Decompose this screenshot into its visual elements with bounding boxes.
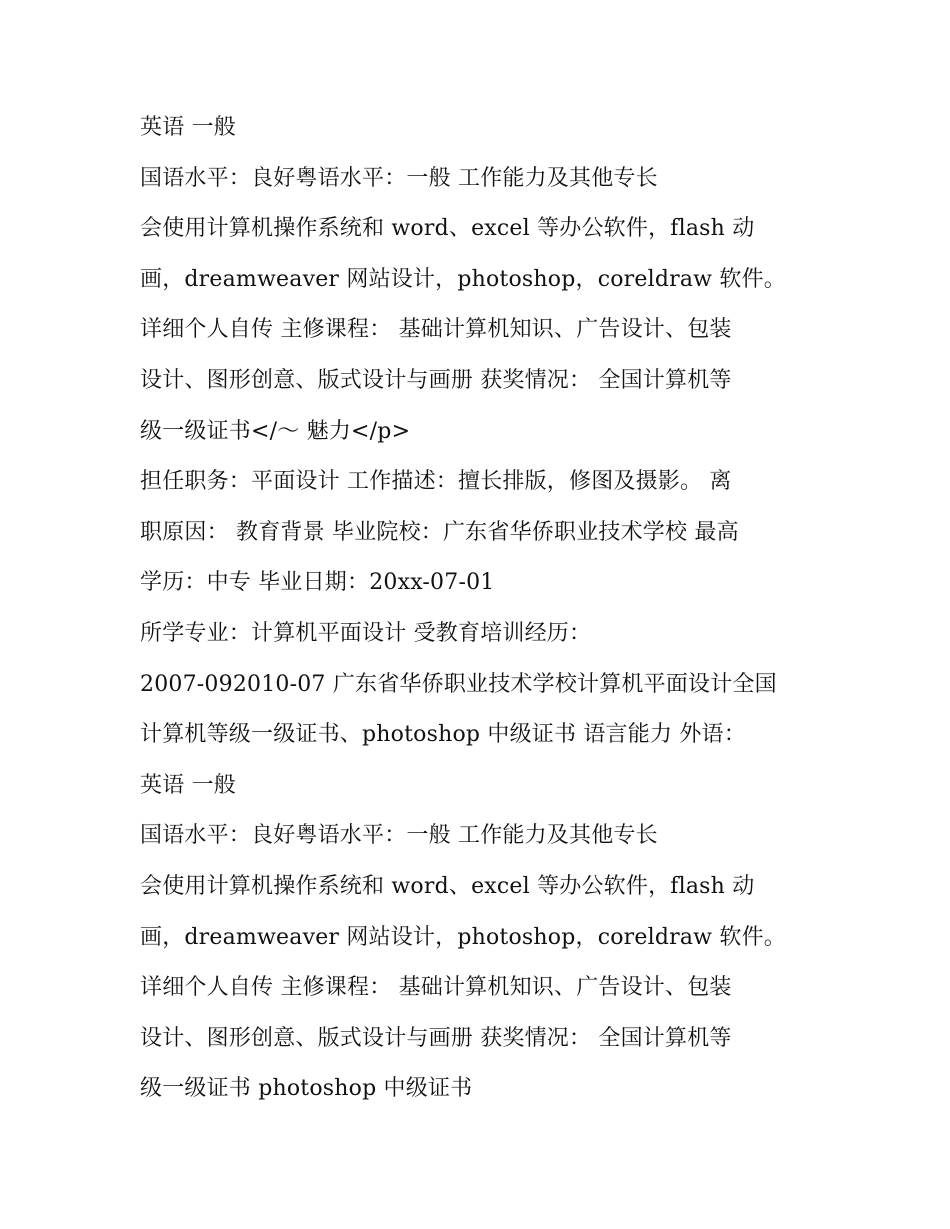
text-line: 详细个人自传 主修课程： 基础计算机知识、广告设计、包装	[140, 975, 732, 1001]
text-line: 详细个人自传 主修课程： 基础计算机知识、广告设计、包装	[140, 317, 732, 343]
text-line: 设计、图形创意、版式设计与画册 获奖情况： 全国计算机等	[140, 367, 732, 393]
text-line: 2007-092010-07 广东省华侨职业技术学校计算机平面设计全国	[140, 671, 777, 697]
text-line: 会使用计算机操作系统和 word、excel 等办公软件，flash 动	[140, 873, 755, 899]
text-line: 英语 一般	[140, 772, 236, 798]
text-line: 画，dreamweaver 网站设计，photoshop，coreldraw 软件。	[140, 924, 786, 950]
text-line: 英语 一般	[140, 115, 236, 140]
text-line: 设计、图形创意、版式设计与画册 获奖情况： 全国计算机等	[140, 1025, 732, 1051]
text-line: 级一级证书 photoshop 中级证书	[140, 1076, 473, 1102]
text-line: 级一级证书</～ 魅力</p>	[140, 418, 411, 444]
text-line: 画，dreamweaver 网站设计，photoshop，coreldraw 软件。	[140, 266, 786, 292]
text-line: 担任职务：平面设计 工作描述：擅长排版，修图及摄影。 离	[140, 469, 732, 495]
text-line: 职原因： 教育背景 毕业院校：广东省华侨职业技术学校 最高	[140, 519, 739, 545]
text-line: 会使用计算机操作系统和 word、excel 等办公软件，flash 动	[140, 216, 755, 242]
text-line: 学历：中专 毕业日期：20xx-07-01	[140, 570, 495, 596]
text-line: 国语水平：良好粤语水平：一般 工作能力及其他专长	[140, 165, 658, 191]
text-line: 所学专业：计算机平面设计 受教育培训经历：	[140, 620, 592, 646]
text-line: 国语水平：良好粤语水平：一般 工作能力及其他专长	[140, 823, 658, 849]
text-line: 计算机等级一级证书、photoshop 中级证书 语言能力 外语：	[140, 722, 746, 748]
